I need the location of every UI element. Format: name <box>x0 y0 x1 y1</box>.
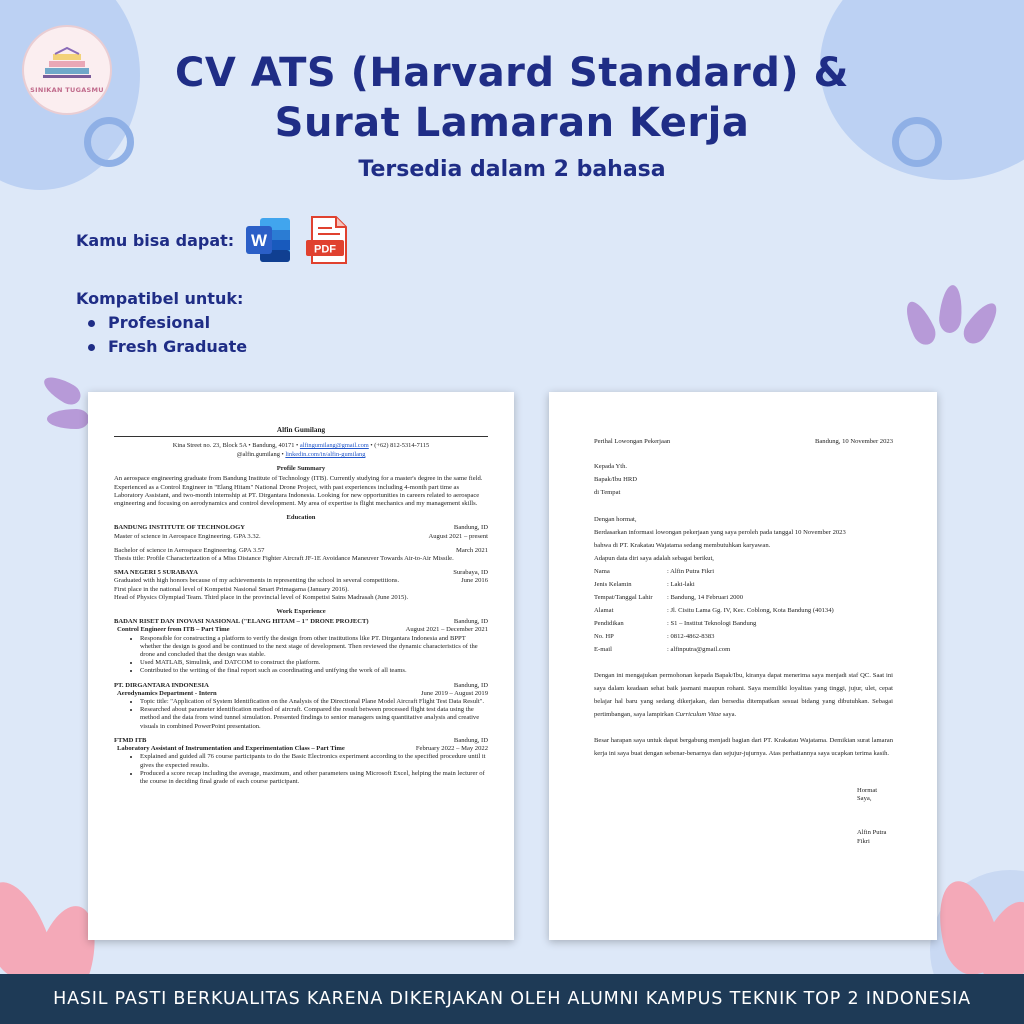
decor-petal-right-1 <box>900 298 939 349</box>
cv-bullet: • Contributed to the writing of the final report such as coordinating and unifying the work of all teams. <box>140 667 488 675</box>
letter-greeting: Dengan hormat, <box>594 516 637 524</box>
cv-location: Bandung, ID <box>453 618 488 626</box>
cv-bullet: • Used MATLAB, Simulink, and DATCOM to construct the platform. <box>140 659 488 667</box>
pdf-icon <box>302 214 354 266</box>
cover-letter-document <box>549 392 937 940</box>
cv-bullet: • Explained and guided all 76 course participants to do the Basic Electronics experiment according to the specified procedure until it gives the expected results. <box>140 753 488 769</box>
bullet-icon <box>88 344 95 351</box>
cv-bullets <box>114 698 488 731</box>
compat-item: Fresh Graduate <box>88 335 247 359</box>
cv-location: Surabaya, ID <box>453 569 488 577</box>
cv-document <box>88 392 514 940</box>
letter-field: Tempat/Tanggal Lahir : Bandung, 14 Februari 2000 <box>594 594 744 602</box>
decor-petal-right-2 <box>938 284 964 334</box>
cv-date: June 2019 – August 2019 <box>420 689 488 697</box>
cv-section-title: Work Experience <box>276 608 326 616</box>
footer-banner <box>0 974 1024 1024</box>
offer-label: Kamu bisa dapat: <box>76 230 235 250</box>
cv-location: Bandung, ID <box>453 524 488 532</box>
cv-edu-line: First place in the national level of Kompetisi Nasional Smart Primagama (January 2016). <box>114 585 349 593</box>
cv-date: August 2021 – December 2021 <box>405 626 488 634</box>
cv-role: Aerodynamics Department - Intern <box>117 689 217 697</box>
cv-linkedin-link[interactable]: linkedin.com/in/alfin-gumilang <box>285 451 366 459</box>
cv-location: Bandung, ID <box>453 681 488 689</box>
decor-petal-right-3 <box>959 298 1003 348</box>
compat-label: Kompatibel untuk: <box>76 289 244 308</box>
cv-org: PT. DIRGANTARA INDONESIA <box>114 681 209 689</box>
cv-location: Bandung, ID <box>453 736 488 744</box>
letter-field: E-mail : alfinputra@gmail.com <box>594 646 731 654</box>
cv-school: BANDUNG INSTITUTE OF TECHNOLOGY <box>114 524 245 532</box>
letter-field: Pendidikan : S1 – Institut Teknologi Bandung <box>594 620 757 628</box>
cv-org: FTMD ITB <box>114 736 147 744</box>
pdf-icon-label: PDF <box>314 243 337 256</box>
letter-subject: Perihal Lowongan Pekerjaan <box>594 438 671 445</box>
compat-item: Profesional <box>88 311 247 335</box>
letter-body-1: Dengan ini mengajukan permohonan kepada Bapak/Ibu, kiranya dapat menerima saya menjadi staf QC. Saat ini saya dalam keadaan sehat baik jasmani maupun rohani. Saya memiliki loyalitas yang tinggi, jujur, ulet, cepat belajar hal baru yang sedang dikerjakan, dan bersedia ditempatkan sesuai bidang yang dibutuhkan. Sebagai pertimbangan, saya lampirkan Curriculum Vitae saya. <box>594 672 893 718</box>
title-line-2: Surat Lamaran Kerja <box>274 100 750 146</box>
title-line-1: CV ATS (Harvard Standard) & <box>175 50 849 96</box>
cv-role: Control Engineer from ITB – Part Time <box>117 626 230 634</box>
decor-petal-left-1 <box>40 371 85 408</box>
cv-contact-1: Kina Street no. 23, Block 5A • Bandung, 40171 • alfingumilang@gmail.com • (+62) 812-5314-7115 <box>172 442 430 450</box>
letter-field: Jenis Kelamin : Laki-laki <box>594 581 695 589</box>
cv-date: June 2016 <box>461 577 488 585</box>
letter-intro: Berdasarkan informasi lowongan pekerjaan yang saya peroleh pada tanggal 10 November 2023 <box>594 529 846 537</box>
page-title <box>0 48 1024 148</box>
cv-bullet: • Topic title: "Application of System Identification on the Analysis of the Directional Plane Model Aircraft Flight Test Data Result". <box>140 698 488 706</box>
letter-field: No. HP : 0812-4862-8383 <box>594 633 715 641</box>
letter-field: Nama : Alfin Putra Fikri <box>594 568 715 576</box>
cv-role: Laboratory Assistant of Instrumentation and Experimentation Class – Part Time <box>117 745 345 753</box>
letter-intro: Adapun data diri saya adalah sebagai berikut, <box>594 555 714 563</box>
compat-list <box>88 311 247 359</box>
cv-degree: Master of science in Aerospace Engineering. GPA 3.32. <box>114 532 261 540</box>
cv-date: February 2022 – May 2022 <box>415 745 488 753</box>
decor-petal-left-2 <box>47 409 89 429</box>
cv-bullet: • Researched about parameter identification method of aircraft. Compared the result between processed flight test data using the method and the data from wind tunnel simulation. Presented findings to senior managers using quantitative analysis and creative visuals in combined PowerPoint presentation. <box>140 706 488 731</box>
letter-body-2: Besar harapan saya untuk dapat bergabung menjadi bagian dari PT. Krakatau Wajatama. Demikian surat lamaran kerja ini saya buat dengan sebenar-benarnya dan sejujur-jujurnya. Atas perhatiannya saya ucapkan terima kasih. <box>594 737 893 758</box>
cv-date: August 2021 – present <box>428 532 488 540</box>
cv-bullets <box>114 635 488 676</box>
cv-profile-text: An aerospace engineering graduate from Bandung Institute of Technology (ITB). Currently studying for a master's degree in the same field. Experienced as a Control Engineer in "Elang Hitam" National Drone Project, with past experiences including 4-month part time as Laboratory Assistant, and two-month internship at PT. Dirgantara Indonesia. Looking for new opportunities in careers related to aerospace engineering and focusing on aerodynamics and control development. My area of expertise is flight mechanics and my management skills. <box>114 475 483 508</box>
letter-field: Alamat : Jl. Cisitu Lama Gg. IV, Kec. Coblong, Kota Bandung (40134) <box>594 607 834 615</box>
letter-intro: bahwa di PT. Krakatau Wajatama sedang membutuhkan karyawan. <box>594 542 771 550</box>
bullet-icon <box>88 320 95 327</box>
cv-divider <box>114 436 488 437</box>
letter-date: Bandung, 10 November 2023 <box>814 438 893 445</box>
cv-degree: Bachelor of science in Aerospace Engineering. GPA 3.57 <box>114 546 265 554</box>
word-icon <box>242 214 294 266</box>
letter-recipient: Kepada Yth. <box>594 463 628 471</box>
cv-bullet: • Produced a score recap including the average, maximum, and other parameters using Microsoft Excel, helping the main lecturer of the course in deciding final grade of each course participant. <box>140 770 488 786</box>
cv-section-title: Profile Summary <box>276 465 326 473</box>
offer-row <box>76 214 354 266</box>
letter-recipient: di Tempat <box>594 489 621 497</box>
cv-date: March 2021 <box>455 546 488 554</box>
word-icon-letter: W <box>251 231 268 250</box>
cv-edu-line: Head of Physics Olympiad Team. Third place in the provincial level of Kompetisi Sains Madrasah (June 2015). <box>114 593 409 601</box>
cv-org: BADAN RISET DAN INOVASI NASIONAL ("ELANG HITAM – 1" DRONE PROJECT) <box>114 618 369 626</box>
cv-name: Alfin Gumilang <box>276 426 326 434</box>
cv-bullet: • Responsible for constructing a platform to verify the design from other institutions like PT. Dirgantara Indonesia and BPPT whether the design is good and be continued to the next stage of development. Then reviewed the dynamic characteristics of the drone and concluded that the design was stable. <box>140 635 488 660</box>
cv-bullets <box>114 753 488 786</box>
cv-school: SMA NEGERI 5 SURABAYA <box>114 569 198 577</box>
cv-email-link[interactable]: alfingumilang@gmail.com <box>299 442 369 450</box>
footer-text: HASIL PASTI BERKUALITAS KARENA DIKERJAKAN OLEH ALUMNI KAMPUS TEKNIK TOP 2 INDONESIA <box>53 989 971 1009</box>
letter-recipient: Bapak/Ibu HRD <box>594 476 638 484</box>
cv-edu-line: Graduated with high honors because of my achievements in representing the school in several competitions. <box>114 577 400 585</box>
letter-signer: Alfin Putra Fikri <box>857 829 887 845</box>
letter-fields <box>594 565 893 656</box>
logo-text: SINIKAN TUGASMU <box>30 86 104 94</box>
letter-closing: Hormat Saya, <box>857 786 878 803</box>
page-subtitle: Tersedia dalam 2 bahasa <box>358 157 666 182</box>
cv-section-title: Education <box>286 514 316 522</box>
cv-contact-2: @alfin.gumilang • linkedin.com/in/alfin-gumilang <box>236 451 366 459</box>
cv-thesis: Thesis title: Profile Characterization of a Miss Distance Fighter Aircraft JF-1E Avoidance Maneuver Towards Air-to-Air Missile. <box>114 555 454 563</box>
